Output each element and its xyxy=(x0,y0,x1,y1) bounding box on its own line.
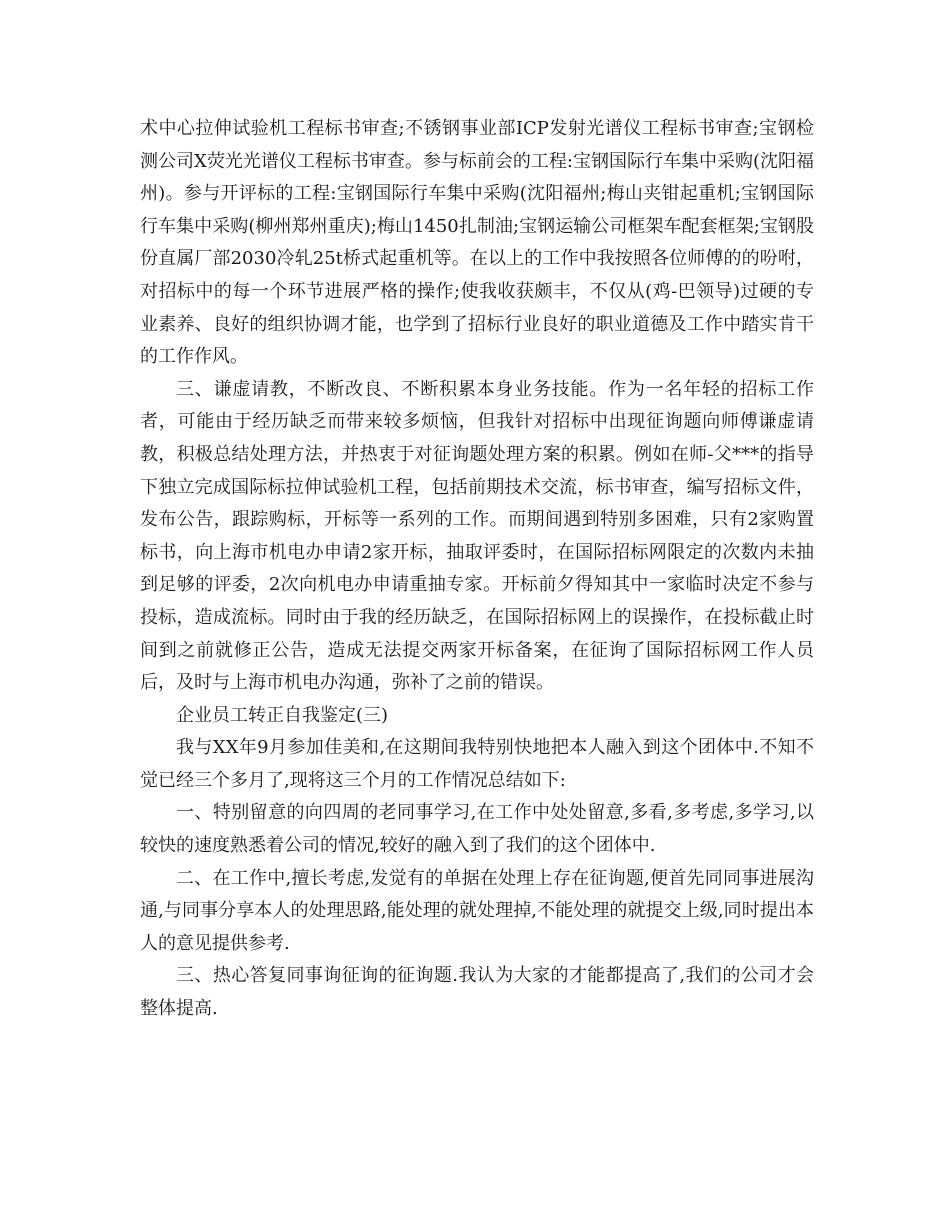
paragraph-point-one: 一、特别留意的向四周的老同事学习,在工作中处处留意,多看,多考虑,多学习,以较快的速度熟悉着公司的情况,较好的融入到了我们的这个团体中. xyxy=(140,802,814,857)
paragraph-heading-appraisal-three: 企业员工转正自我鉴定(三) xyxy=(176,704,389,726)
paragraph-section-three: 三、谦虚请教，不断改良、不断积累本身业务技能。作为一名年轻的招标工作者，可能由于经历缺乏而带来较多烦恼，但我针对招标中出现征询题向师傅谦虚请教，积极总结处理方法，并热衷于对征询题处理方案的积累。例如在师-父***的指导下独立完成国际标拉伸试验机工程，包括前期技术交流，标书审查，编写招标文件，发布公告，跟踪购标，开标等一系列的工作。而期间遇到特别多困难，只有2家购置标书，向上海市机电办申请2家开标，抽取评委时，在国际招标网限定的次数内未抽到足够的评委，2次向机电办申请重抽专家。开标前夕得知其中一家临时决定不参与投标，造成流标。同时由于我的经历缺乏，在国际招标网上的误操作，在投标截止时间到之前就修正公告，造成无法提交两家开标备案，在征询了国际招标网工作人员后，及时与上海市机电办沟通，弥补了之前的错误。 xyxy=(140,378,814,694)
paragraph-continuation: 术中心拉伸试验机工程标书审查;不锈钢事业部ICP发射光谱仪工程标书审查;宝钢检测公司X荧光光谱仪工程标书审查。参与标前会的工程:宝钢国际行车集中采购(沈阳福州)。参与开评标的工程:宝钢国际行车集中采购(沈阳福州;梅山夹钳起重机;宝钢国际行车集中采购(柳州郑州重庆);梅山1450扎制油;宝钢运输公司框架车配套框架;宝钢股份直属厂部2030冷轧25t桥式起重机等。在以上的工作中我按照各位师傅的的吩咐，对招标中的每一个环节进展严格的操作;使我收获颇丰，不仅从(鸡-巴领导)过硬的专业素养、良好的组织协调才能，也学到了招标行业良好的职业道德及工作中踏实肯干的工作作风。 xyxy=(140,118,814,368)
paragraph-intro: 我与XX年9月参加佳美和,在这期间我特别快地把本人融入到这个团体中.不知不觉已经三个多月了,现将这三个月的工作情况总结如下: xyxy=(140,737,814,791)
paragraph-point-three: 三、热心答复同事询征询的征询题.我认为大家的才能都提高了,我们的公司才会整体提高. xyxy=(140,965,814,1020)
paragraph-point-two: 二、在工作中,擅长考虑,发觉有的单据在处理上存在征询题,便首先同同事进展沟通,与同事分享本人的处理思路,能处理的就处理掉,不能处理的就提交上级,同时提出本人的意见提供参考. xyxy=(140,867,814,954)
document-body xyxy=(140,113,814,1026)
